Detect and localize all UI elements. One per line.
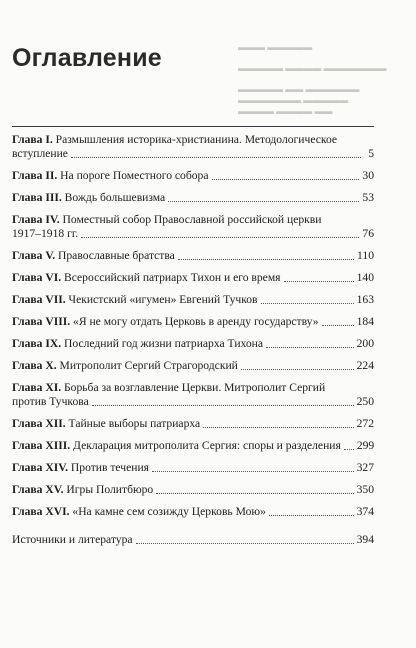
toc-entry[interactable]: [12, 191, 374, 205]
toc-entry-title: Игры Политбюро: [66, 483, 154, 496]
toc-entry-title-wrap: [12, 293, 258, 307]
toc-entry-title-wrap: [12, 439, 341, 453]
toc-entry-title-wrap: [12, 271, 281, 285]
toc-entry-title-wrap: [12, 169, 209, 183]
toc-entry-title: Размышления историка-христианина. Методологическое: [55, 133, 338, 146]
toc-entry-title: Вождь большевизма: [64, 191, 166, 204]
toc-entry-title: Декларация митрополита Сергия: споры и разделения: [73, 439, 341, 452]
toc-entry-line: [12, 439, 374, 453]
toc-entry-title-wrap: [12, 249, 175, 263]
toc-entry-line: [12, 483, 374, 497]
toc-entry-title-wrap: [12, 417, 200, 431]
toc-entry-page: 200: [356, 337, 374, 350]
chapter-number: Глава XVI.: [12, 505, 70, 518]
toc-entry-line: [12, 505, 374, 519]
dot-leader: [152, 471, 354, 472]
chapter-number: Глава VIII.: [12, 315, 71, 328]
chapter-number: Глава XIV.: [12, 461, 68, 474]
toc-entry[interactable]: [12, 293, 374, 307]
toc-entry-line: [12, 395, 374, 409]
toc-entry-page: 299: [356, 439, 375, 452]
dot-leader: [71, 157, 361, 158]
chapter-number: Глава I.: [12, 133, 53, 146]
chapter-number: Глава VI.: [12, 271, 62, 284]
toc-entry-line: [12, 271, 374, 285]
dot-leader: [178, 259, 354, 260]
toc-entry[interactable]: [12, 315, 374, 329]
dot-leader: [203, 427, 353, 428]
toc-entry[interactable]: [12, 505, 374, 519]
toc-entry-title: «Я не могу отдать Церковь в аренду государству»: [73, 315, 319, 328]
toc-entry-line: [12, 381, 374, 395]
toc-entry-title-wrap: [12, 359, 238, 373]
toc-entry[interactable]: [12, 249, 374, 263]
toc-entry-line: [12, 227, 374, 241]
toc-entry-page: 30: [362, 169, 374, 182]
toc-entry-page: 53: [362, 191, 374, 204]
toc-entry-page: 140: [356, 271, 374, 284]
toc-entry[interactable]: [12, 381, 374, 409]
toc-entry-title: Чекистский «игумен» Евгений Тучков: [68, 293, 258, 306]
toc-entry-title-wrap: [12, 191, 165, 205]
toc-entry-title: Всероссийский патриарх Тихон и его время: [64, 271, 281, 284]
toc-entry-page: 350: [356, 483, 374, 496]
toc-entry-page: 163: [356, 293, 374, 306]
dot-leader: [168, 201, 359, 202]
toc-entry-title: Против течения: [70, 461, 150, 474]
dot-leader: [261, 303, 354, 304]
toc-entry-title: против Тучкова: [12, 395, 89, 408]
toc-entry-title-wrap: [12, 483, 153, 497]
toc-entry-line: [12, 133, 374, 147]
chapter-number: Глава IV.: [12, 213, 60, 226]
toc-entry[interactable]: [12, 359, 374, 373]
toc-entry-title-wrap: [12, 315, 319, 329]
toc-entry-line: [12, 191, 374, 205]
toc-entry-title: Поместный собор Православной российской церкви: [62, 213, 322, 226]
toc-entry[interactable]: [12, 483, 374, 497]
toc-entry[interactable]: [12, 337, 374, 351]
page-title: Оглавление: [12, 44, 162, 72]
toc-entry-page: 76: [362, 227, 374, 240]
toc-entry-title-wrap: [12, 147, 68, 161]
dot-leader: [81, 237, 359, 238]
toc-entry-title-wrap: [12, 505, 266, 519]
toc-entry-line: [12, 147, 374, 161]
dot-leader: [241, 369, 354, 370]
dot-leader: [284, 281, 354, 282]
toc-entry-title: Последний год жизни патриарха Тихона: [64, 337, 264, 350]
toc-entry-title-wrap: [12, 461, 149, 475]
toc-entry-title: вступление: [12, 147, 68, 160]
dot-leader: [212, 179, 360, 180]
toc-entry-page: 224: [356, 359, 374, 372]
toc-entry-title: Митрополит Сергий Страгородский: [59, 359, 238, 372]
dot-leader: [136, 543, 354, 544]
toc-entry[interactable]: [12, 271, 374, 285]
toc-entry-line: [12, 337, 374, 351]
toc-entry-page: 250: [356, 395, 374, 408]
toc-entry-line: [12, 417, 374, 431]
toc-entry[interactable]: [12, 169, 374, 183]
toc-entry[interactable]: [12, 461, 374, 475]
show-through-text: ▬▬▬ ▬▬▬▬▬ ▬▬▬▬▬ ▬▬▬▬ ▬▬▬▬▬▬▬ ▬▬▬▬▬ ▬▬ ▬▬▬▬▬▬ ▬▬▬▬▬▬▬ ▬▬▬▬▬ ▬▬▬▬ ▬▬▬▬ ▬▬: [238, 42, 387, 116]
dot-leader: [92, 405, 354, 406]
toc-entry-page: 327: [356, 461, 374, 474]
chapter-number: Глава XIII.: [12, 439, 71, 452]
chapter-number: Глава II.: [12, 169, 58, 182]
table-of-contents: [12, 133, 374, 555]
dot-leader: [344, 449, 354, 450]
toc-entry-page: 374: [356, 505, 374, 518]
toc-entry-page: 5: [368, 147, 374, 160]
toc-entry-line: [12, 293, 374, 307]
dot-leader: [322, 325, 354, 326]
chapter-number: Глава V.: [12, 249, 56, 262]
toc-entry-line: [12, 169, 374, 183]
chapter-number: Глава XII.: [12, 417, 66, 430]
toc-entry-title: Источники и литература: [12, 533, 133, 546]
chapter-number: Глава IX.: [12, 337, 62, 350]
toc-entry-title-wrap: [12, 395, 89, 409]
toc-entry-page: 272: [356, 417, 374, 430]
toc-entry-line: [12, 359, 374, 373]
dot-leader: [156, 493, 353, 494]
toc-entry-page: 110: [357, 249, 374, 262]
toc-entry-sources[interactable]: [12, 533, 374, 547]
chapter-number: Глава VII.: [12, 293, 66, 306]
toc-entry-line: [12, 461, 374, 475]
toc-entry-title: 1917–1918 гг.: [12, 227, 79, 240]
toc-entry-title-wrap: [12, 337, 263, 351]
toc-entry[interactable]: [12, 133, 374, 161]
dot-leader: [266, 347, 354, 348]
chapter-number: Глава X.: [12, 359, 57, 372]
toc-entry-title: Православные братства: [58, 249, 175, 262]
toc-entry-line: [12, 213, 374, 227]
toc-entry-page: 184: [356, 315, 374, 328]
chapter-number: Глава XI.: [12, 381, 62, 394]
toc-entry-page: 394: [356, 533, 374, 546]
toc-entry-title: Борьба за возглавление Церкви. Митрополит Сергий: [64, 381, 326, 394]
toc-entry[interactable]: [12, 213, 374, 241]
toc-entry-line: [12, 249, 374, 263]
toc-entry-title: «На камне сем созижду Церковь Мою»: [72, 505, 266, 518]
toc-entry-title: Тайные выборы патриарха: [68, 417, 201, 430]
toc-entry[interactable]: [12, 439, 374, 453]
toc-entry[interactable]: [12, 417, 374, 431]
chapter-number: Глава XV.: [12, 483, 64, 496]
dot-leader: [269, 515, 354, 516]
toc-entry-title-wrap: [12, 227, 78, 241]
toc-entry-line: [12, 315, 374, 329]
toc-entry-title: На пороге Поместного собора: [60, 169, 209, 182]
title-divider: [12, 126, 374, 127]
chapter-number: Глава III.: [12, 191, 62, 204]
